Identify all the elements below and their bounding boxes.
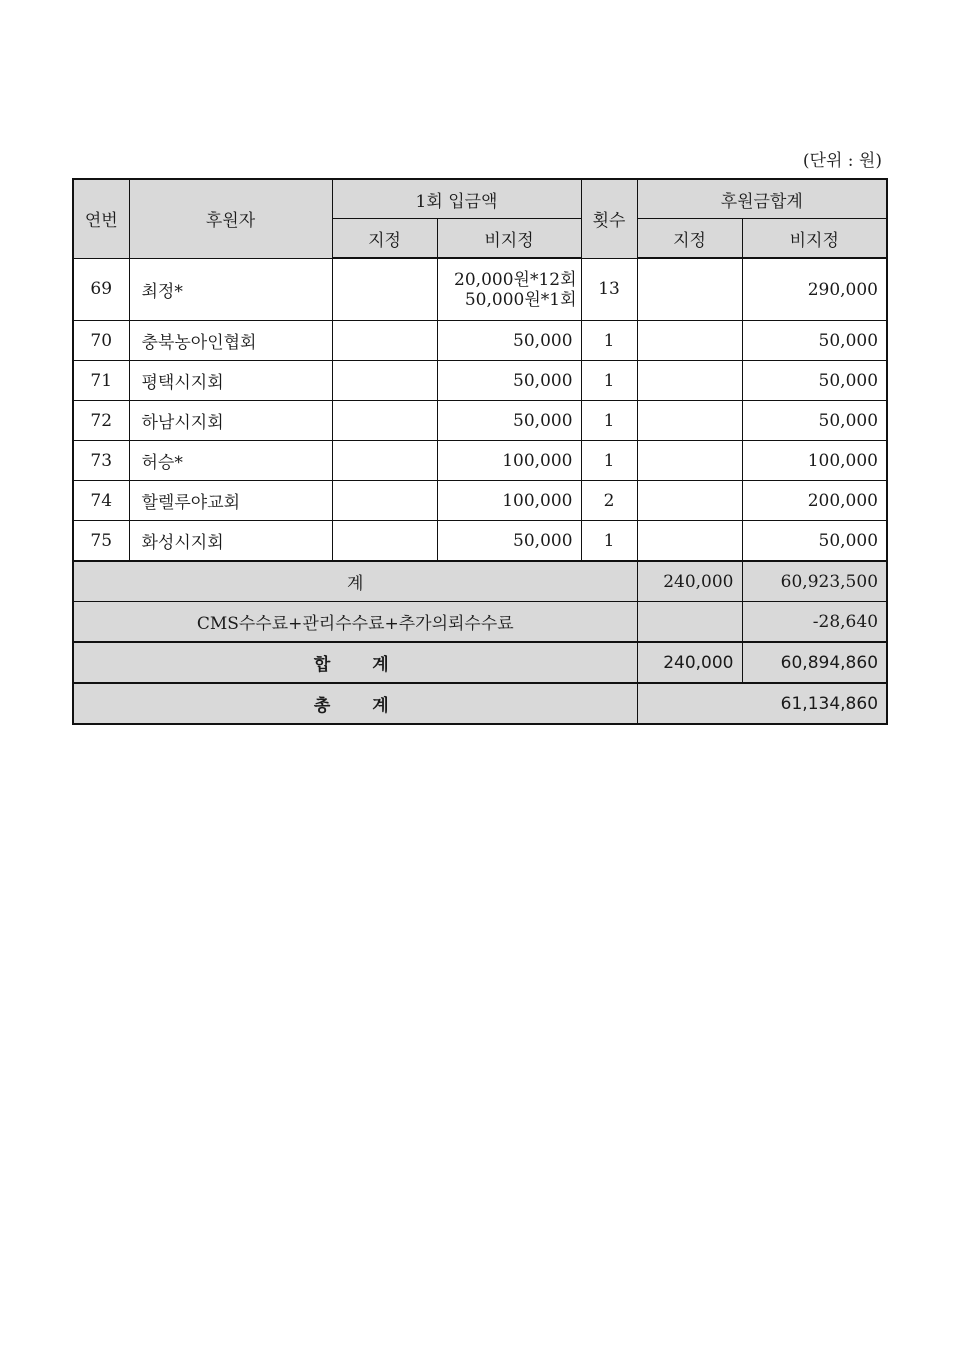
table-row [73,521,887,562]
fees-row [73,602,887,643]
cell-count: 2 [581,481,637,521]
cell-total-designated [637,401,742,441]
cell-count: 1 [581,401,637,441]
table-row [73,321,887,361]
cell-donor: 충북농아인협회 [129,321,332,361]
cell-per-non-designated: 50,000 [437,361,581,401]
cell-per-designated [332,441,437,481]
cell-donor: 화성시지회 [129,521,332,562]
sum-non-designated: 60,894,860 [742,642,887,683]
cell-count: 1 [581,321,637,361]
cell-no: 70 [73,321,129,361]
header-per-non-designated: 비지정 [437,219,581,259]
unit-label: (단위 : 원) [802,151,882,171]
header-serial: 연번 [73,179,129,258]
header-donor: 후원자 [129,179,332,258]
cell-per-non-designated: 50,000 [437,321,581,361]
fees-designated [637,602,742,643]
sum-row [73,642,887,683]
header-count: 횟수 [581,179,637,258]
cell-per-designated [332,401,437,441]
grand-total-label: 총 계 [73,683,637,724]
header-per-deposit: 1회 입금액 [332,179,581,219]
cell-per-designated [332,481,437,521]
cell-total-non-designated: 50,000 [742,321,887,361]
cell-total-non-designated: 50,000 [742,361,887,401]
sum-designated: 240,000 [637,642,742,683]
header-total: 후원금합계 [637,179,887,219]
subtotal-row [73,561,887,602]
cell-per-designated [332,521,437,562]
cell-count: 1 [581,361,637,401]
cell-total-designated [637,441,742,481]
header-per-designated: 지정 [332,219,437,259]
cell-count: 1 [581,521,637,562]
cell-per-non-designated: 50,000 [437,401,581,441]
cell-total-non-designated: 100,000 [742,441,887,481]
cell-total-designated [637,481,742,521]
table-row [73,401,887,441]
header-row-1 [73,179,887,219]
deposit-line-2: 50,000원*1회 [464,289,577,310]
header-total-designated: 지정 [637,219,742,259]
grand-total-row [73,683,887,724]
cell-donor: 하남시지회 [129,401,332,441]
cell-total-non-designated: 200,000 [742,481,887,521]
cell-donor: 최정* [129,258,332,321]
cell-total-designated [637,321,742,361]
fees-label: CMS수수료+관리수수료+추가의뢰수수료 [73,602,637,643]
subtotal-label: 계 [73,561,637,602]
cell-total-designated [637,361,742,401]
cell-no: 74 [73,481,129,521]
cell-total-non-designated: 50,000 [742,401,887,441]
sum-label: 합 계 [73,642,637,683]
cell-donor: 평택시지회 [129,361,332,401]
table-row [73,481,887,521]
table-row [73,361,887,401]
cell-per-non-designated [437,258,581,321]
cell-per-non-designated: 100,000 [437,481,581,521]
subtotal-designated: 240,000 [637,561,742,602]
cell-no: 75 [73,521,129,562]
deposit-line-1: 20,000원*12회 [454,269,577,290]
donation-table [72,178,888,725]
cell-no: 73 [73,441,129,481]
cell-no: 72 [73,401,129,441]
cell-count: 1 [581,441,637,481]
grand-total-value: 61,134,860 [637,683,887,724]
cell-donor: 허승* [129,441,332,481]
cell-no: 71 [73,361,129,401]
cell-count: 13 [581,258,637,321]
cell-per-designated [332,258,437,321]
subtotal-non-designated: 60,923,500 [742,561,887,602]
cell-per-designated [332,361,437,401]
cell-no: 69 [73,258,129,321]
cell-per-non-designated: 100,000 [437,441,581,481]
cell-total-designated [637,521,742,562]
cell-donor: 할렐루야교회 [129,481,332,521]
table-row [73,441,887,481]
fees-non-designated: -28,640 [742,602,887,643]
cell-total-non-designated: 50,000 [742,521,887,562]
table-row [73,258,887,321]
cell-per-non-designated: 50,000 [437,521,581,562]
cell-per-designated [332,321,437,361]
cell-total-non-designated: 290,000 [742,258,887,321]
header-total-non-designated: 비지정 [742,219,887,259]
cell-total-designated [637,258,742,321]
